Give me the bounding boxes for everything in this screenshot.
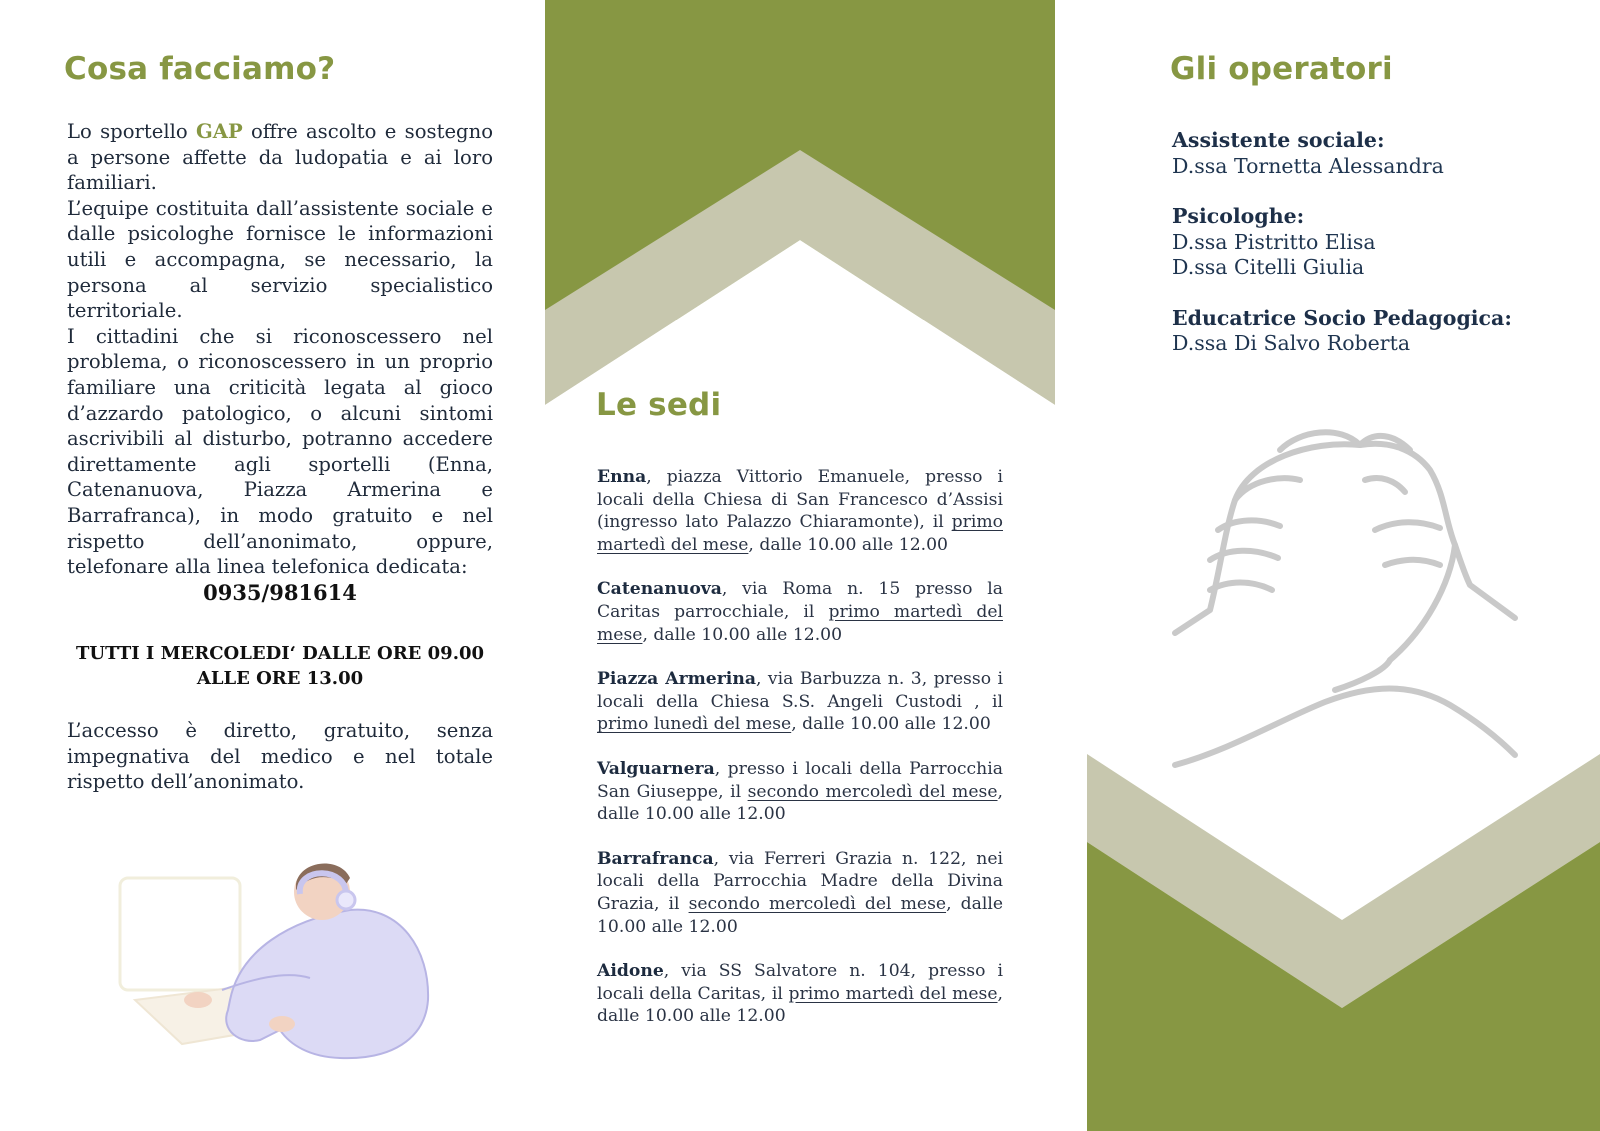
location-item (597, 758, 1003, 826)
operator-name: D.ssa Tornetta Alessandra (1172, 153, 1444, 178)
operator-role: Psicologhe: (1172, 204, 1305, 228)
location-time: , dalle 10.00 alle 12.00 (791, 714, 991, 735)
location-schedule: primo martedì del mese (788, 983, 998, 1004)
location-name: Barrafranca (597, 848, 714, 869)
location-time: , dalle 10.00 alle 12.00 (642, 624, 843, 645)
operator-group-educator (1172, 306, 1572, 357)
operators-list (1172, 128, 1572, 382)
intro-paragraph (67, 119, 493, 196)
location-item (597, 960, 1003, 1028)
location-name: Piazza Armerina (597, 669, 756, 690)
location-schedule: primo martedì del mese (597, 601, 1003, 645)
operator-name: D.ssa Pistritto Elisa (1172, 229, 1376, 254)
location-name: Aidone (597, 961, 664, 982)
person-body (226, 910, 428, 1059)
location-time: , dalle 10.00 alle 12.00 (597, 893, 1003, 937)
equipe-paragraph: L’equipe costituita dall’assistente sociale e dalle psicologhe fornisce le informazioni utili e accompagna, se necessario, la persona al servizio specialistico territoriale. (67, 196, 493, 323)
handshake-icon (1160, 420, 1540, 800)
phone-number: 0935/981614 (203, 580, 357, 605)
hand (184, 992, 212, 1008)
operator-role: Assistente sociale: (1172, 128, 1385, 152)
opening-hours (67, 641, 493, 691)
access-instructions-paragraph: I cittadini che si riconoscessero nel problema, o riconoscessero in un proprio familiare una criticità legata al gioco d’azzardo patologico, o alcuni sintomi ascrivibili al disturbo, potranno accedere direttamente agli sportelli (Enna, Catenanuova, Piazza Armerina e Barrafranca), in modo gratuito e nel rispetto dell’anonimato, oppure, telefonare alla linea telefonica dedicata: (67, 324, 493, 579)
operator-group-psychologists (1172, 204, 1572, 281)
location-item (597, 578, 1003, 646)
location-name: Valguarnera (597, 758, 715, 779)
location-address: , via Roma n. 15 presso la Caritas parrocchiale, il (597, 579, 1003, 622)
intro-text-end: offre ascolto e sostegno a persone affette da ludopatia e ai loro familiari. (67, 120, 494, 195)
location-time: , dalle 10.00 alle 12.00 (748, 534, 948, 555)
location-schedule: primo martedì del mese (597, 512, 1003, 555)
gap-highlight: GAP (196, 120, 243, 143)
section-title-locations: Le sedi (596, 387, 722, 423)
location-address: , piazza Vittorio Emanuele, presso i locali della Chiesa di San Francesco d’Assisi (ingresso lato Palazzo Chiaramonte), il (597, 467, 1003, 533)
location-address: , via Barbuzza n. 3, presso i locali della Chiesa S.S. Angeli Custodi , il (597, 669, 1003, 712)
operator-group-social-worker (1172, 128, 1572, 179)
hours-line-2: ALLE ORE 13.00 (196, 668, 364, 689)
person-computer-illustration (110, 860, 450, 1070)
locations-list (597, 466, 1003, 1050)
monitor-outline (120, 878, 240, 990)
location-time: , dalle 10.00 alle 12.00 (597, 983, 1003, 1027)
operator-name: D.ssa Citelli Giulia (1172, 255, 1365, 279)
intro-text-start: Lo sportello (67, 120, 197, 143)
intro-text-block (67, 119, 493, 580)
location-schedule: primo lunedì del mese (597, 714, 792, 735)
location-schedule: secondo mercoledì del mese (747, 781, 998, 802)
location-item (597, 848, 1003, 938)
hand-right (269, 1016, 295, 1032)
location-time: , dalle 10.00 alle 12.00 (597, 781, 1003, 825)
location-address: , presso i locali della Parrocchia San Giuseppe, il (597, 758, 1003, 802)
location-address: , via Ferreri Grazia n. 122, nei locali della Parrocchia Madre della Divina Grazia, il (597, 848, 1003, 914)
access-note: L’accesso è diretto, gratuito, senza impegnativa del medico e nel totale rispetto dell’anonimato. (67, 719, 493, 794)
operator-role: Educatrice Socio Pedagogica: (1172, 305, 1512, 330)
location-item (597, 466, 1003, 556)
hours-line-1: TUTTI I MERCOLEDI‘ DALLE ORE 09.00 (75, 643, 485, 664)
operator-name: D.ssa Di Salvo Roberta (1172, 331, 1411, 355)
section-title-operators: Gli operatori (1170, 51, 1393, 87)
location-schedule: secondo mercoledì del mese (688, 893, 947, 914)
section-title-what-we-do: Cosa facciamo? (64, 51, 336, 87)
location-name: Enna (597, 467, 647, 487)
location-address: , via SS Salvatore n. 104, presso i locali della Caritas, il (597, 961, 1003, 1004)
location-name: Catenanuova (597, 579, 722, 600)
location-item (597, 668, 1003, 736)
headset-earcup (337, 891, 355, 909)
